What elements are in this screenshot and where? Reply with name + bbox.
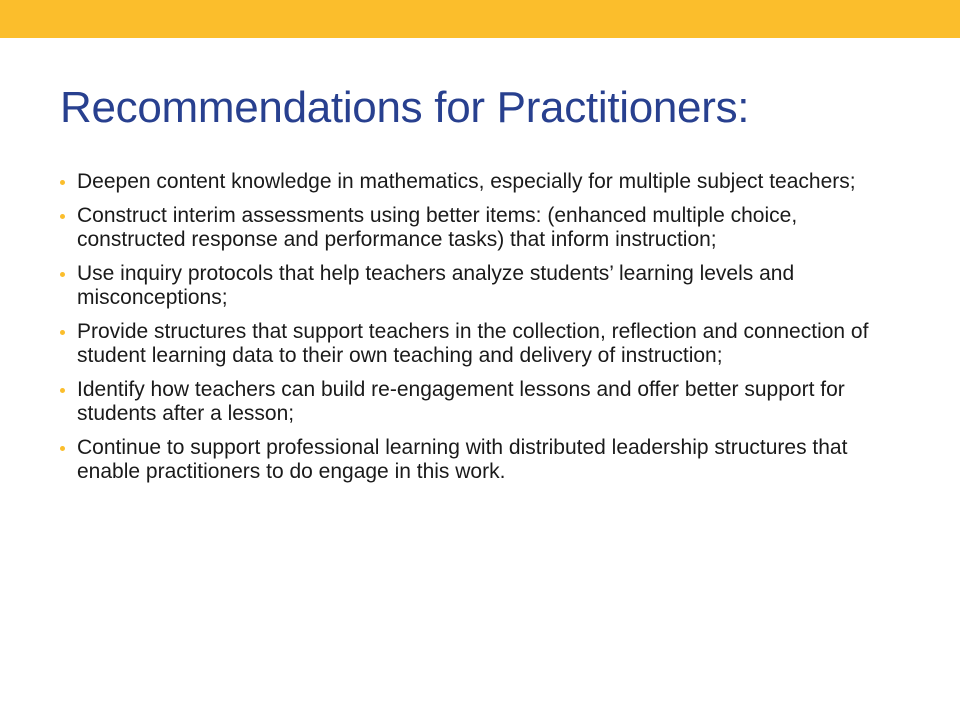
top-accent-bar <box>0 0 960 38</box>
bullet-dot-icon <box>60 272 65 277</box>
bullet-item <box>60 204 900 253</box>
bullet-text: Provide structures that support teachers in the collection, reflection and connection of student learning data to their own teaching and delivery of instruction; <box>77 319 869 367</box>
bullet-text: Continue to support professional learning with distributed leadership structures that enable practitioners to do engage in this work. <box>77 435 848 483</box>
bullet-text: Identify how teachers can build re-engagement lessons and offer better support for students after a lesson; <box>77 377 845 425</box>
bullet-text: Construct interim assessments using better items: (enhanced multiple choice, constructed response and performance tasks) that inform instruction; <box>77 203 798 251</box>
bullet-item <box>60 436 900 485</box>
bullet-item <box>60 320 900 369</box>
bullet-text: Deepen content knowledge in mathematics, especially for multiple subject teachers; <box>77 170 856 193</box>
bullet-item <box>60 262 900 311</box>
bullet-dot-icon <box>60 214 65 219</box>
bullet-dot-icon <box>60 180 65 185</box>
bullet-item <box>60 170 900 195</box>
bullet-list <box>60 170 900 494</box>
bullet-text: Use inquiry protocols that help teachers analyze students’ learning levels and misconceptions; <box>77 261 795 309</box>
bullet-dot-icon <box>60 388 65 393</box>
bullet-dot-icon <box>60 330 65 335</box>
bullet-dot-icon <box>60 446 65 451</box>
slide-title: Recommendations for Practitioners: <box>60 83 750 132</box>
bullet-item <box>60 378 900 427</box>
